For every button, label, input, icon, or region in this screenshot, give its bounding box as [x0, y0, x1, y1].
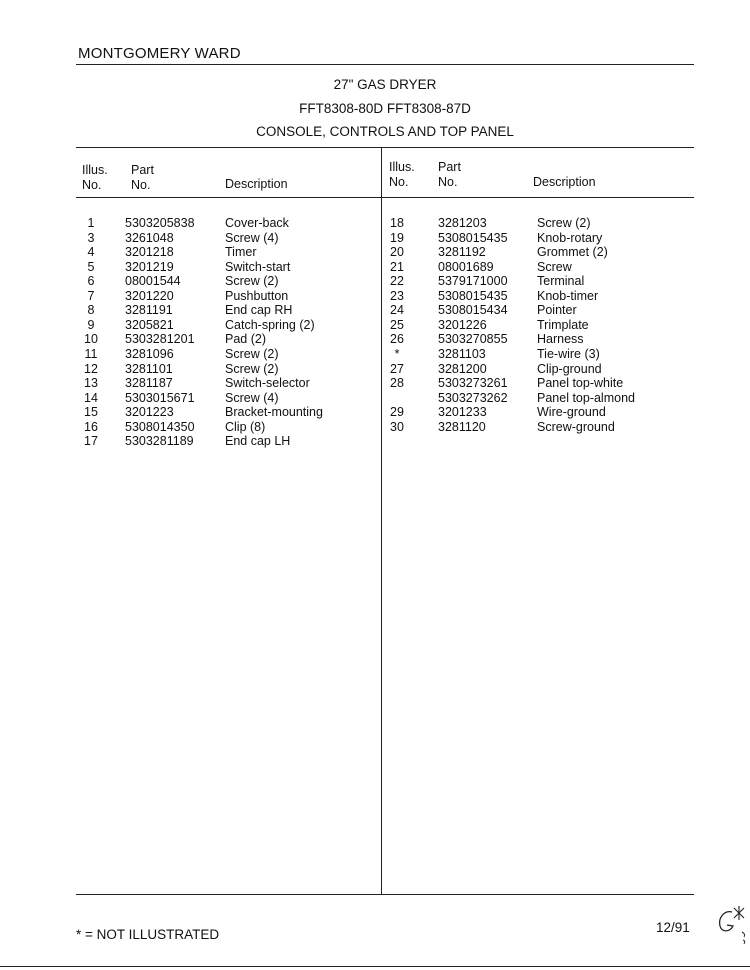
illus-no: 9 [87, 317, 95, 332]
illus-no: 21 [390, 259, 404, 274]
part-no: 3281192 [438, 245, 486, 260]
part-description: Bracket-mounting [225, 405, 323, 420]
part-no: 5308015434 [438, 303, 508, 318]
part-description: Panel top-white [537, 376, 624, 391]
part-no: 08001544 [125, 274, 181, 289]
part-description: Pad (2) [225, 332, 266, 347]
part-no: 3201233 [438, 405, 487, 420]
page-edge-rule [0, 966, 750, 967]
illus-no: 22 [390, 274, 404, 289]
illus-no: 26 [390, 332, 404, 347]
illus-no: 10 [84, 332, 98, 347]
part-description: Screw (2) [225, 274, 279, 289]
illus-no: 14 [84, 390, 98, 405]
part-no: 3281103 [438, 346, 486, 361]
illus-no: 6 [87, 274, 95, 289]
part-description: Clip (8) [225, 419, 266, 434]
part-description: Screw (4) [225, 390, 279, 405]
table-top-rule [76, 147, 694, 148]
part-description: Knob-timer [537, 288, 599, 303]
part-no: 3205821 [125, 317, 174, 332]
part-description: Pushbutton [225, 288, 289, 303]
illus-no: 15 [84, 405, 98, 420]
part-description: Screw (2) [225, 361, 279, 376]
model-numbers: FFT8308-80D FFT8308-87D [299, 101, 471, 116]
brand-name: MONTGOMERY WARD [78, 45, 241, 62]
illus-no: 23 [390, 288, 404, 303]
part-description: Switch-selector [225, 376, 310, 391]
right-description-header: Description [533, 175, 596, 189]
header-rule [76, 197, 694, 198]
part-no: 08001689 [438, 259, 494, 274]
part-no: 3201218 [125, 245, 174, 260]
illus-no: 20 [390, 245, 404, 260]
revision-date: 12/91 [656, 920, 690, 935]
illus-no: 1 [87, 216, 95, 230]
top-rule [76, 64, 694, 65]
part-no: 3281120 [438, 419, 486, 434]
illus-no: 30 [390, 419, 404, 434]
illus-no: 11 [84, 346, 98, 361]
illus-no: 12 [84, 361, 98, 376]
part-no: 3201219 [125, 259, 174, 274]
part-description: Catch-spring (2) [225, 317, 315, 332]
illus-no: 19 [390, 230, 404, 245]
part-no: 5303273261 [438, 376, 508, 391]
document-title: 27" GAS DRYER [333, 77, 437, 92]
part-no: 5303281189 [125, 434, 194, 449]
part-description: End cap RH [225, 303, 293, 318]
part-description: Terminal [537, 274, 585, 289]
part-no: 3281200 [438, 361, 487, 376]
part-no: 3281191 [125, 303, 173, 318]
part-no: 3201223 [125, 405, 174, 420]
part-description: Knob-rotary [537, 230, 603, 245]
right-illus-header: Illus. No. [389, 160, 415, 189]
part-no: 3281096 [125, 346, 174, 361]
part-description: Screw [537, 259, 572, 274]
illus-no: 16 [84, 419, 98, 434]
part-description: Harness [537, 332, 584, 347]
part-no: 5308015435 [438, 230, 508, 245]
left-description-header: Description [225, 177, 288, 191]
part-no: 5303273262 [438, 390, 508, 405]
left-part-header: Part No. [131, 163, 154, 192]
part-description: Grommet (2) [537, 245, 608, 260]
illus-no: 5 [87, 259, 95, 274]
bottom-rule [76, 894, 694, 895]
part-no: 3201220 [125, 288, 174, 303]
illus-no: 4 [87, 245, 95, 260]
illus-no: 27 [390, 361, 404, 376]
illus-no: 24 [390, 303, 404, 318]
part-description: Pointer [537, 303, 577, 318]
part-no: 5303270855 [438, 332, 508, 347]
illus-no: 17 [84, 434, 98, 449]
part-description: Screw (4) [225, 230, 279, 245]
part-description: Clip-ground [537, 361, 602, 376]
handwritten-mark [714, 900, 750, 950]
part-no: 5303281201 [125, 332, 195, 347]
part-description: Switch-start [225, 259, 291, 274]
right-part-header: Part No. [438, 160, 461, 189]
illus-no: * [394, 346, 400, 361]
part-description: Tie-wire (3) [537, 346, 600, 361]
section-title: CONSOLE, CONTROLS AND TOP PANEL [256, 124, 514, 139]
part-no: 3281187 [125, 376, 173, 391]
part-no: 3261048 [125, 230, 174, 245]
part-no: 5308014350 [125, 419, 195, 434]
footnote: * = NOT ILLUSTRATED [76, 927, 220, 942]
part-description: Screw (2) [225, 346, 279, 361]
part-no: 5303015671 [125, 390, 195, 405]
part-no: 5308015435 [438, 288, 508, 303]
part-no: 5379171000 [438, 274, 508, 289]
illus-no: 7 [87, 288, 95, 303]
part-description: Wire-ground [537, 405, 606, 420]
part-description: Timer [225, 245, 257, 260]
part-description: Cover-back [225, 216, 289, 230]
part-description: Trimplate [537, 317, 589, 332]
illus-no: 28 [390, 376, 404, 391]
part-description: Screw (2) [537, 216, 591, 230]
illus-no: 25 [390, 317, 404, 332]
part-description: Screw-ground [537, 419, 615, 434]
part-no: 3281203 [438, 216, 487, 230]
part-description: End cap LH [225, 434, 291, 449]
part-description: Panel top-almond [537, 390, 635, 405]
left-illus-header: Illus. No. [82, 163, 108, 192]
illus-no: 8 [87, 303, 95, 318]
part-no: 3201226 [438, 317, 487, 332]
illus-no: 13 [84, 376, 98, 391]
illus-no: 18 [390, 216, 404, 230]
part-no: 3281101 [125, 361, 173, 376]
illus-no: 29 [390, 405, 404, 420]
part-no: 5303205838 [125, 216, 195, 230]
illus-no: 3 [87, 230, 95, 245]
